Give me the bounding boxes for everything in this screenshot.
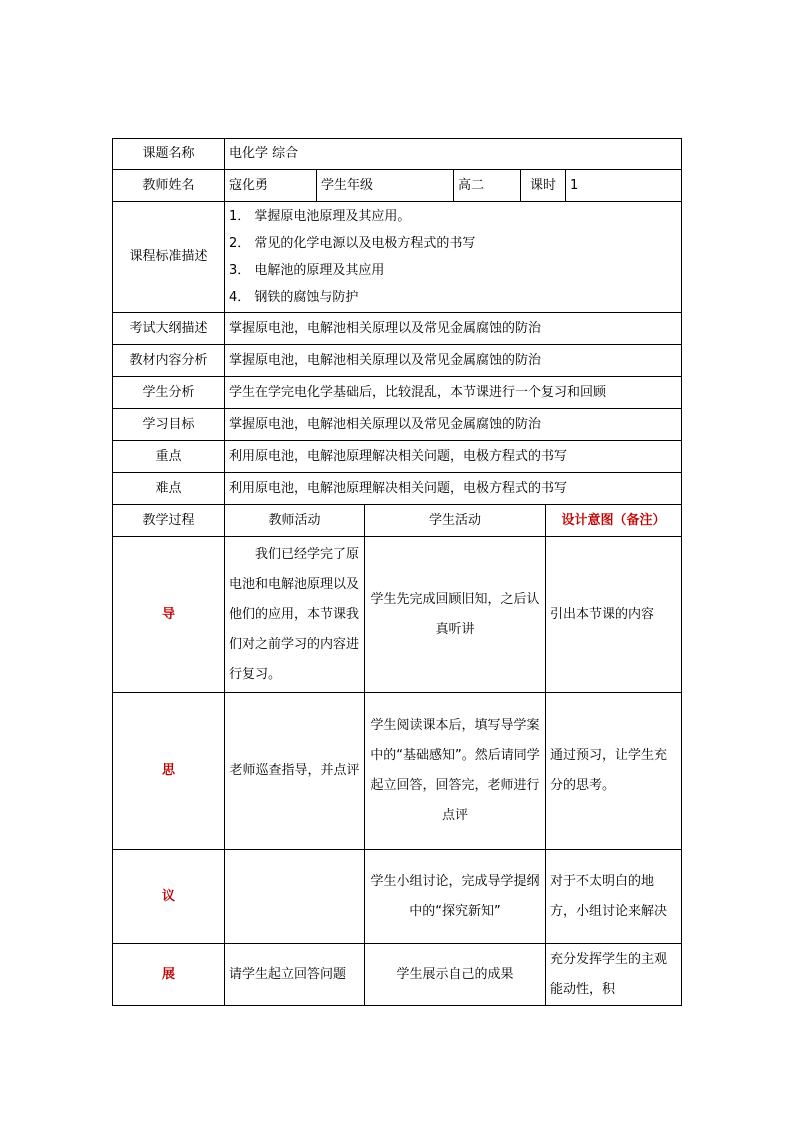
stage-row xyxy=(113,850,682,944)
grade-value: 高二 xyxy=(454,170,521,202)
course-label: 课题名称 xyxy=(113,139,225,170)
stage-design-intent: 引出本节课的内容 xyxy=(546,537,682,693)
process-header: 教学过程 xyxy=(113,505,225,537)
info-row xyxy=(113,313,682,345)
difficulty-value: 利用原电池，电解池原理解决相关问题，电极方程式的书写 xyxy=(225,473,682,505)
standards-list xyxy=(225,202,682,313)
info-row xyxy=(113,441,682,473)
stage-name: 思 xyxy=(113,693,225,850)
student-analysis-label: 学生分析 xyxy=(113,377,225,409)
period-label: 课时 xyxy=(521,170,566,202)
lesson-plan-table xyxy=(112,138,682,1006)
textbook-analysis-label: 教材内容分析 xyxy=(113,345,225,377)
period-value: 1 xyxy=(566,170,682,202)
stage-teacher-activity: 请学生起立回答问题 xyxy=(225,944,365,1006)
stage-student-activity: 学生展示自己的成果 xyxy=(365,944,546,1006)
standards-label: 课程标准描述 xyxy=(113,202,225,313)
stage-row xyxy=(113,693,682,850)
info-row xyxy=(113,377,682,409)
standard-item: 2． 常见的化学电源以及电极方程式的书写 xyxy=(229,236,476,251)
info-row xyxy=(113,409,682,441)
learning-goal-label: 学习目标 xyxy=(113,409,225,441)
design-intent-header: 设计意图（备注） xyxy=(546,505,682,537)
student-activity-header: 学生活动 xyxy=(365,505,546,537)
stage-student-activity: 学生先完成回顾旧知，之后认真听讲 xyxy=(365,537,546,693)
stage-teacher-activity: 我们已经学完了原电池和电解池原理以及他们的应用，本节课我们对之前学习的内容进行复习。 xyxy=(225,537,365,693)
stage-design-intent: 对于不太明白的地方，小组讨论来解决 xyxy=(546,850,682,944)
standard-item: 4． 钢铁的腐蚀与防护 xyxy=(229,290,359,305)
stage-design-intent: 通过预习，让学生充分的思考。 xyxy=(546,693,682,850)
stage-student-activity: 学生小组讨论，完成导学提纲中的“探究新知” xyxy=(365,850,546,944)
learning-goal-value: 掌握原电池，电解池相关原理以及常见金属腐蚀的防治 xyxy=(225,409,682,441)
standard-item: 1． 掌握原电池原理及其应用。 xyxy=(229,209,411,224)
stage-teacher-activity: 老师巡查指导，并点评 xyxy=(225,693,365,850)
stage-teacher-activity xyxy=(225,850,365,944)
teacher-row xyxy=(113,170,682,202)
stage-student-activity: 学生阅读课本后，填写导学案中的“基础感知”。然后请同学起立回答，回答完，老师进行点评 xyxy=(365,693,546,850)
info-row xyxy=(113,345,682,377)
exam-outline-value: 掌握原电池，电解池相关原理以及常见金属腐蚀的防治 xyxy=(225,313,682,345)
stage-design-intent: 充分发挥学生的主观能动性，积 xyxy=(546,944,682,1006)
course-value: 电化学 综合 xyxy=(225,139,682,170)
key-point-value: 利用原电池，电解池原理解决相关问题，电极方程式的书写 xyxy=(225,441,682,473)
course-row xyxy=(113,139,682,170)
stage-name: 展 xyxy=(113,944,225,1006)
student-analysis-value: 学生在学完电化学基础后，比较混乱，本节课进行一个复习和回顾 xyxy=(225,377,682,409)
standards-row xyxy=(113,202,682,313)
exam-outline-label: 考试大纲描述 xyxy=(113,313,225,345)
grade-label: 学生年级 xyxy=(317,170,454,202)
stage-name: 导 xyxy=(113,537,225,693)
teacher-activity-header: 教师活动 xyxy=(225,505,365,537)
teacher-label: 教师姓名 xyxy=(113,170,225,202)
standard-item: 3． 电解池的原理及其应用 xyxy=(229,263,385,278)
process-header-row xyxy=(113,505,682,537)
textbook-analysis-value: 掌握原电池，电解池相关原理以及常见金属腐蚀的防治 xyxy=(225,345,682,377)
stage-row xyxy=(113,537,682,693)
key-point-label: 重点 xyxy=(113,441,225,473)
teacher-value: 寇化勇 xyxy=(225,170,317,202)
difficulty-label: 难点 xyxy=(113,473,225,505)
stage-row xyxy=(113,944,682,1006)
stage-name: 议 xyxy=(113,850,225,944)
info-row xyxy=(113,473,682,505)
